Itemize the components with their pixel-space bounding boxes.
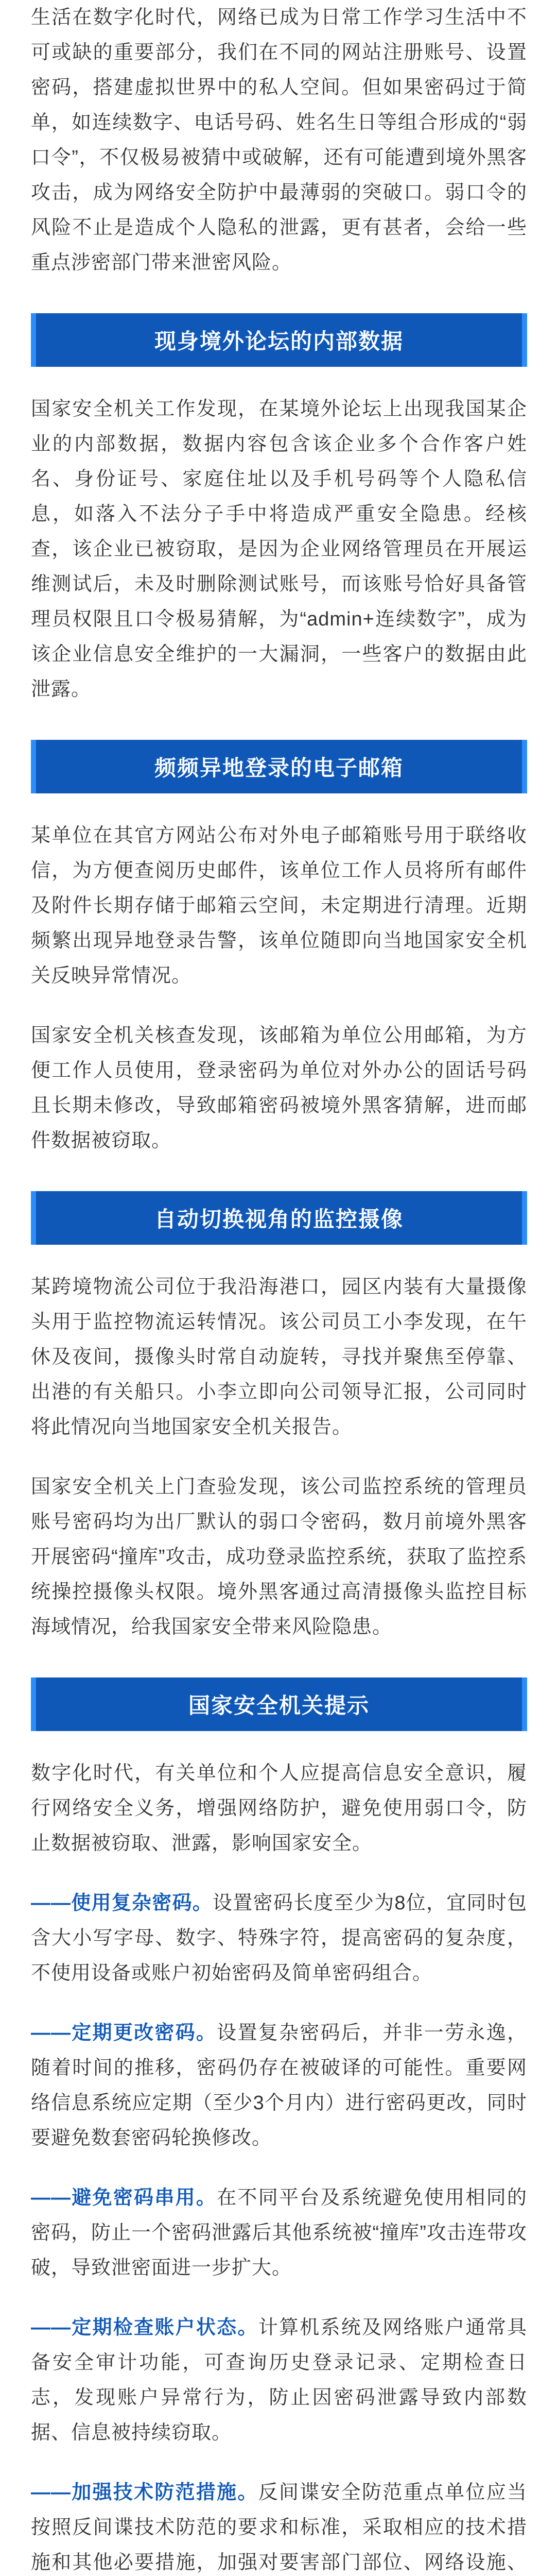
section3-paragraph-2: 国家安全机关上门查验发现，该公司监控系统的管理员账号密码均为出厂默认的弱口令密码，数月前境外黑客开展密码“撞库”攻击，成功登录监控系统，获取了监控系统操控摄像头权限。境外黑客通过高清摄像头监控目标海域情况，给我国家安全带来风险隐患。 <box>31 1476 527 1638</box>
tips-intro: 数字化时代，有关单位和个人应提高信息安全意识，履行网络安全义务，增强网络防护，避免使用弱口令，防止数据被窃取、泄露，影响国家安全。 <box>31 1762 527 1854</box>
tip-technical-measures <box>31 2475 527 2576</box>
tip-complex-password <box>31 1886 527 1991</box>
section-heading-leaked-data: 现身境外论坛的内部数据 <box>31 313 527 367</box>
tip-body: 计算机系统及网络账户通常具备安全审计功能，可查询历史登录记录、定期检查日志，发现账户异常行为，防止因密码泄露导致内部数据、信息被持续窃取。 <box>31 2317 527 2444</box>
tip-check-accounts <box>31 2310 527 2450</box>
tip-body: 反间谍安全防范重点单位应当按照反间谍技术防范的要求和标准，采取相应的技术措施和其他必要措施，加强对要害部门部位、网络设施、 <box>31 2482 527 2573</box>
tip-change-password <box>31 2015 527 2156</box>
tip-lead: ——避免密码串用。 <box>31 2187 217 2209</box>
intro-paragraph: 生活在数字化时代，网络已成为日常工作学习生活中不可或缺的重要部分，我们在不同的网站注册账号、设置密码，搭建虚拟世界中的私人空间。但如果密码过于简单，如连续数字、电话号码、姓名生日等组合形成的“弱口令”，不仅极易被猜中或破解，还有可能遭到境外黑客攻击，成为网络安全防护中最薄弱的突破口。弱口令的风险不止是造成个人隐私的泄露，更有甚者，会给一些重点涉密部门带来泄密风险。 <box>31 7 527 274</box>
tip-body: 设置密码长度至少为8位，宜同时包含大小写字母、数字、特殊字符，提高密码的复杂度，不使用设备或账户初始密码及简单密码组合。 <box>31 1892 527 1984</box>
tip-body: 设置复杂密码后，并非一劳永逸，随着时间的推移，密码仍存在被破译的可能性。重要网络信息系统应定期（至少3个月内）进行密码更改，同时要避免数套密码轮换修改。 <box>31 2022 527 2149</box>
section3-paragraph-1: 某跨境物流公司位于我沿海港口，园区内装有大量摄像头用于监控物流运转情况。该公司员工小李发现，在午休及夜间，摄像头时常自动旋转，寻找并聚焦至停靠、出港的有关船只。小李立即向公司领导汇报，公司同时将此情况向当地国家安全机关报告。 <box>31 1276 527 1438</box>
tip-lead: ——定期更改密码。 <box>31 2022 217 2044</box>
section-heading-tips: 国家安全机关提示 <box>31 1677 527 1731</box>
tip-lead: ——加强技术防范措施。 <box>31 2482 258 2503</box>
tip-lead: ——使用复杂密码。 <box>31 1892 213 1914</box>
tip-body: 在不同平台及系统避免使用相同的密码，防止一个密码泄露后其他系统被“撞库”攻击连带攻破，导致泄密面进一步扩大。 <box>31 2187 527 2279</box>
tip-lead: ——定期检查账户状态。 <box>31 2317 258 2338</box>
tip-avoid-reuse <box>31 2180 527 2285</box>
section-heading-email: 频频异地登录的电子邮箱 <box>31 740 527 793</box>
section2-paragraph-2: 国家安全机关核查发现，该邮箱为单位公用邮箱，为方便工作人员使用，登录密码为单位对外办公的固话号码且长期未修改，导致邮箱密码被境外黑客猜解，进而邮件数据被窃取。 <box>31 1025 527 1151</box>
section-heading-camera: 自动切换视角的监控摄像 <box>31 1191 527 1245</box>
section2-paragraph-1: 某单位在其官方网站公布对外电子邮箱账号用于联络收信，为方便查阅历史邮件，该单位工作人员将所有邮件及附件长期存储于邮箱云空间，未定期进行清理。近期频繁出现异地登录告警，该单位随即向当地国家安全机关反映异常情况。 <box>31 825 527 987</box>
section1-paragraph: 国家安全机关工作发现，在某境外论坛上出现我国某企业的内部数据，数据内容包含该企业多个合作客户姓名、身份证号、家庭住址以及手机号码等个人隐私信息，如落入不法分子手中将造成严重安全隐患。经核查，该企业已被窃取，是因为企业网络管理员在开展运维测试后，未及时删除测试账号，而该账号恰好具备管理员权限且口令极易猜解，为“admin+连续数字”，成为该企业信息安全维护的一大漏洞，一些客户的数据由此泄露。 <box>31 398 527 700</box>
